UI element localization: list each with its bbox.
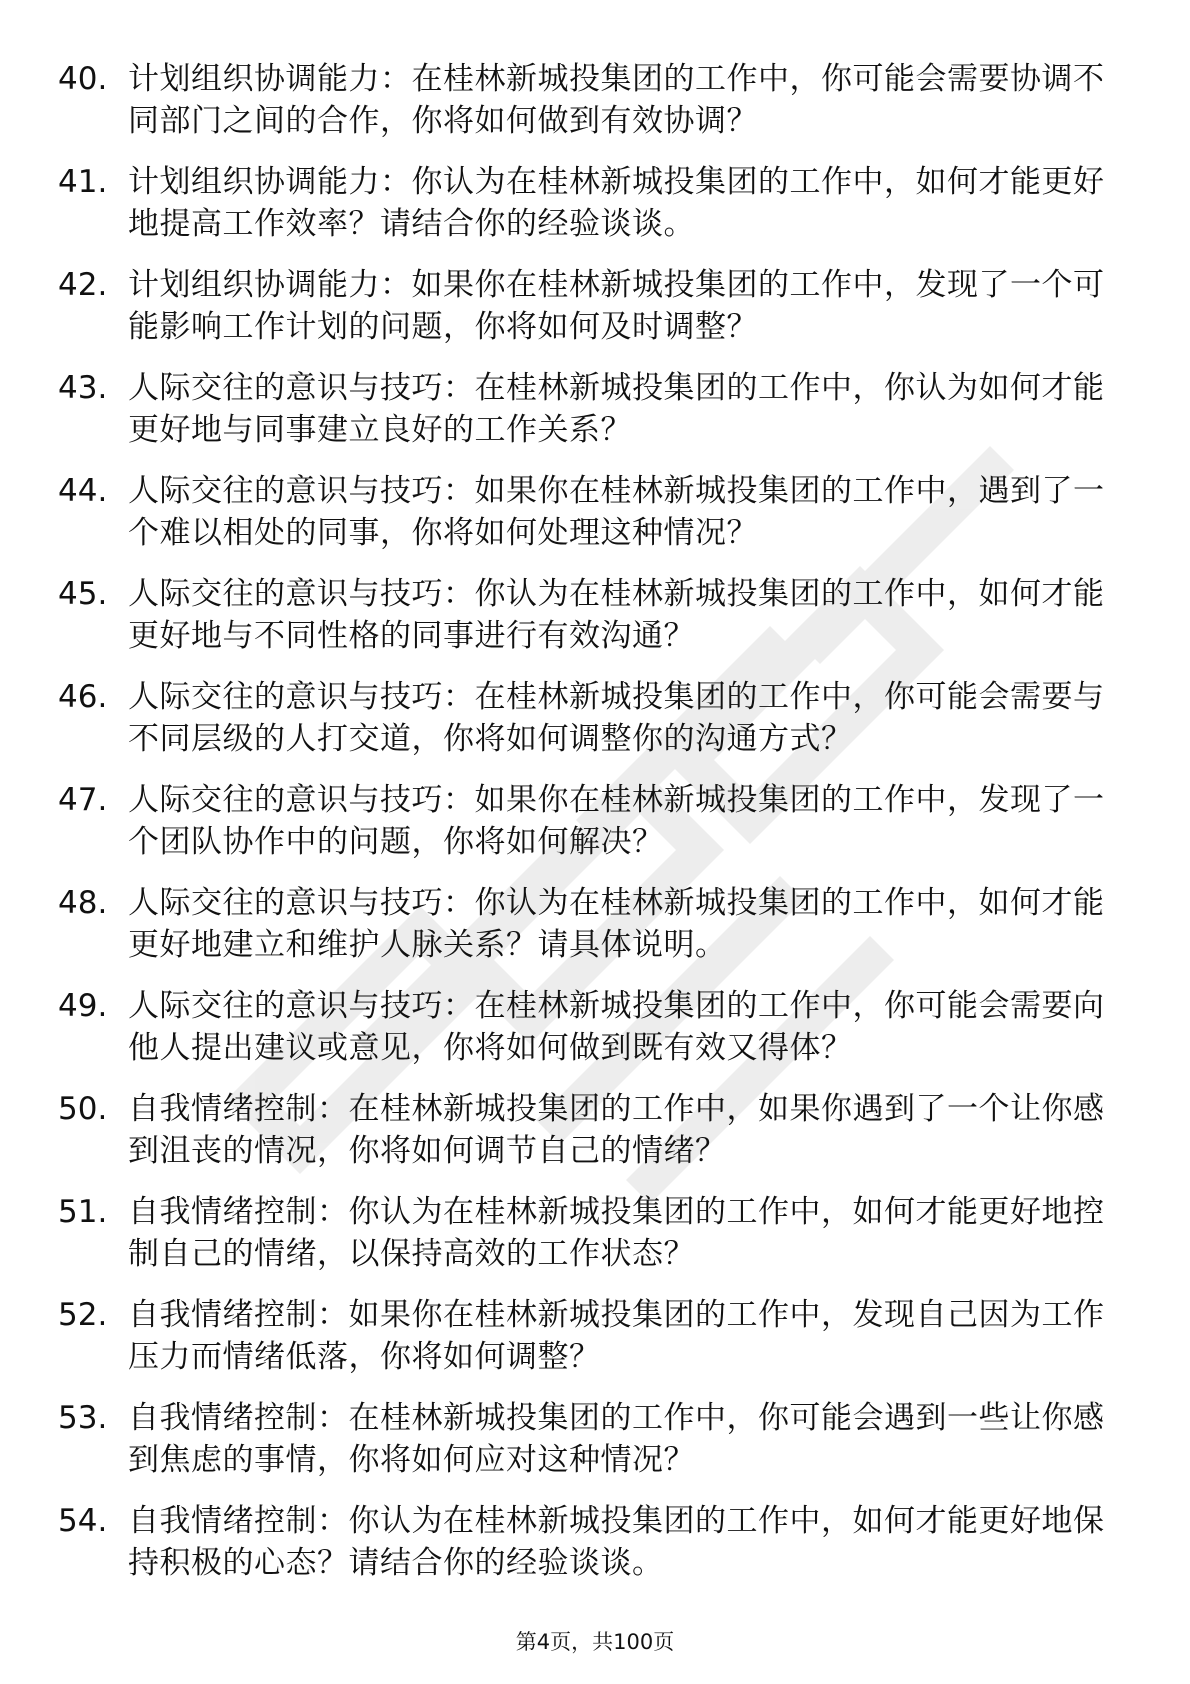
question-number: 43. bbox=[58, 370, 108, 406]
question-number: 49. bbox=[58, 988, 108, 1024]
question-text: 人际交往的意识与技巧：在桂林新城投集团的工作中，你认为如何才能更好地与同事建立良好的工作关系？ bbox=[128, 370, 1105, 448]
list-item bbox=[58, 676, 1118, 779]
question-number: 44. bbox=[58, 473, 108, 509]
list-item bbox=[58, 161, 1118, 264]
question-text: 人际交往的意识与技巧：你认为在桂林新城投集团的工作中，如何才能更好地与不同性格的同事进行有效沟通？ bbox=[128, 576, 1105, 654]
list-item bbox=[58, 1088, 1118, 1191]
question-list bbox=[58, 58, 1118, 1603]
page-number-label: 第4页，共100页 bbox=[515, 1630, 675, 1654]
list-item bbox=[58, 882, 1118, 985]
question-text: 自我情绪控制：在桂林新城投集团的工作中，如果你遇到了一个让你感到沮丧的情况，你将如何调节自己的情绪？ bbox=[128, 1091, 1105, 1169]
list-item bbox=[58, 573, 1118, 676]
question-number: 47. bbox=[58, 782, 108, 818]
question-number: 48. bbox=[58, 885, 108, 921]
question-text: 自我情绪控制：你认为在桂林新城投集团的工作中，如何才能更好地控制自己的情绪，以保持高效的工作状态？ bbox=[128, 1194, 1105, 1272]
question-number: 50. bbox=[58, 1091, 108, 1127]
question-text: 计划组织协调能力：你认为在桂林新城投集团的工作中，如何才能更好地提高工作效率？请结合你的经验谈谈。 bbox=[128, 164, 1105, 242]
list-item bbox=[58, 264, 1118, 367]
question-number: 46. bbox=[58, 679, 108, 715]
question-text: 自我情绪控制：在桂林新城投集团的工作中，你可能会遇到一些让你感到焦虑的事情，你将如何应对这种情况？ bbox=[128, 1400, 1105, 1478]
list-item bbox=[58, 1397, 1118, 1500]
question-text: 自我情绪控制：你认为在桂林新城投集团的工作中，如何才能更好地保持积极的心态？请结合你的经验谈谈。 bbox=[128, 1503, 1105, 1581]
question-number: 41. bbox=[58, 164, 108, 200]
list-item bbox=[58, 985, 1118, 1088]
list-item bbox=[58, 367, 1118, 470]
question-number: 40. bbox=[58, 61, 108, 97]
list-item bbox=[58, 1500, 1118, 1603]
question-text: 人际交往的意识与技巧：在桂林新城投集团的工作中，你可能会需要与不同层级的人打交道，你将如何调整你的沟通方式？ bbox=[128, 679, 1105, 757]
question-number: 54. bbox=[58, 1503, 108, 1539]
question-number: 45. bbox=[58, 576, 108, 612]
list-item bbox=[58, 779, 1118, 882]
question-text: 人际交往的意识与技巧：在桂林新城投集团的工作中，你可能会需要向他人提出建议或意见，你将如何做到既有效又得体？ bbox=[128, 988, 1105, 1066]
question-number: 42. bbox=[58, 267, 108, 303]
list-item bbox=[58, 58, 1118, 161]
question-text: 计划组织协调能力：在桂林新城投集团的工作中，你可能会需要协调不同部门之间的合作，你将如何做到有效协调？ bbox=[128, 61, 1105, 139]
question-number: 53. bbox=[58, 1400, 108, 1436]
list-item bbox=[58, 1191, 1118, 1294]
question-text: 计划组织协调能力：如果你在桂林新城投集团的工作中，发现了一个可能影响工作计划的问题，你将如何及时调整？ bbox=[128, 267, 1105, 345]
question-number: 52. bbox=[58, 1297, 108, 1333]
question-text: 人际交往的意识与技巧：如果你在桂林新城投集团的工作中，遇到了一个难以相处的同事，你将如何处理这种情况？ bbox=[128, 473, 1105, 551]
question-number: 51. bbox=[58, 1194, 108, 1230]
question-text: 人际交往的意识与技巧：如果你在桂林新城投集团的工作中，发现了一个团队协作中的问题，你将如何解决？ bbox=[128, 782, 1105, 860]
question-text: 人际交往的意识与技巧：你认为在桂林新城投集团的工作中，如何才能更好地建立和维护人脉关系？请具体说明。 bbox=[128, 885, 1105, 963]
list-item bbox=[58, 1294, 1118, 1397]
page-footer bbox=[0, 1628, 1190, 1656]
list-item bbox=[58, 470, 1118, 573]
question-text: 自我情绪控制：如果你在桂林新城投集团的工作中，发现自己因为工作压力而情绪低落，你将如何调整？ bbox=[128, 1297, 1105, 1375]
